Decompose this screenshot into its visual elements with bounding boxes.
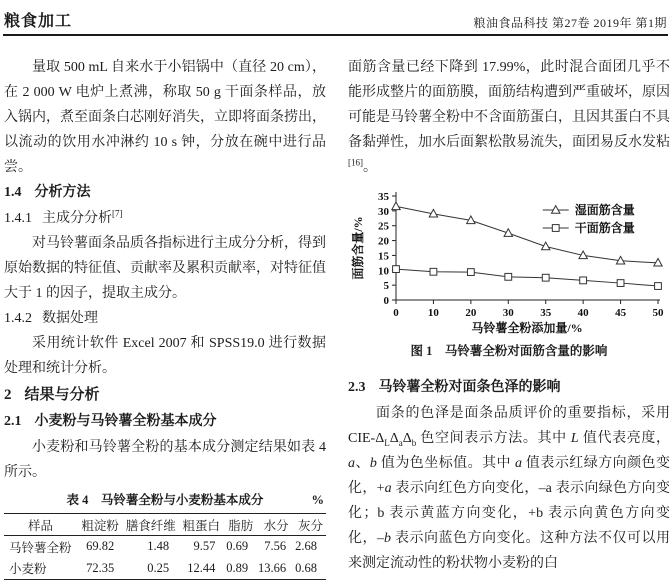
- svg-text:50: 50: [652, 307, 664, 319]
- table-row: [4, 558, 326, 580]
- paragraph-cooking-method: 量取 500 mL 自来水于小铝锅中（直径 20 cm），在 2 000 W 电炉上煮沸，称取 50 g 干面条样品，放入锅内，煮至面条白芯刚好消失，立即将面条捞出，以流动的饮用水冲淋约 10 s 钟，分放在碗中进行品尝。: [4, 60, 326, 175]
- table-4-caption: [4, 491, 326, 509]
- svg-text:面筋含量/%: 面筋含量/%: [351, 216, 365, 280]
- paragraph-pca: 对马铃薯面条品质各指标进行主成分分析，得到原始数据的特征值、贡献率及累积贡献率，对特征值大于 1 的因子，提取主成分。: [4, 236, 326, 301]
- heading-title: 分析方法: [34, 185, 91, 200]
- figure-1: [348, 188, 670, 360]
- heading-number: 1.4: [4, 185, 22, 200]
- svg-text:45: 45: [615, 307, 627, 319]
- table-header-cell: 样品: [4, 514, 77, 536]
- table-caption-text: 表 4 马铃薯全粉与小麦粉基本成分: [66, 493, 264, 507]
- left-column: [4, 55, 326, 580]
- svg-text:0: 0: [383, 295, 389, 307]
- table-header-row: [4, 514, 326, 536]
- svg-text:20: 20: [378, 235, 389, 248]
- table-cell: 13.66: [257, 560, 287, 575]
- table-cell: 0.89: [226, 560, 249, 575]
- svg-text:5: 5: [383, 280, 389, 293]
- table-cell: 72.35: [86, 560, 115, 575]
- heading-title: 结果与分析: [24, 387, 100, 403]
- figure-1-caption: 图 1 马铃薯全粉对面筋含量的影响: [410, 344, 608, 358]
- reference-marker: [7]: [112, 208, 123, 219]
- paragraph-statistics: 采用统计软件 Excel 2007 和 SPSS19.0 进行数据处理和统计分析。: [4, 336, 326, 376]
- svg-text:湿面筋含量: 湿面筋含量: [574, 203, 635, 217]
- basic-composition-table: [4, 513, 326, 580]
- heading-2-1: [4, 409, 326, 435]
- svg-text:25: 25: [378, 220, 389, 233]
- svg-text:10: 10: [427, 307, 439, 319]
- paragraph-color-discussion: 面条的色泽是面条品质评价的重要指标，采用 CIE-$\Delta_L\Delta_a\Delta_b$ 色空间表示方法。其中 L 值代表亮度，a、b 值为色坐标值。其中 a 值表示红绿方向颜色变化，+a 表示向红色方向变化，–a 表示向绿色方向变化；b 表示黄蓝方向变化，+b 表示向黄色方向变化，–b 表示向蓝色方向变化。这种方法不仅可以用来测定流动性的粉状物小麦粉的白: [348, 406, 671, 571]
- heading-number: 2: [4, 387, 12, 403]
- svg-text:马铃薯全粉添加量/%: 马铃薯全粉添加量/%: [471, 321, 583, 335]
- heading-2-3: [348, 375, 670, 401]
- svg-text:30: 30: [378, 205, 389, 218]
- table-header-cell: 水分: [257, 514, 295, 536]
- heading-number: 2.1: [4, 414, 22, 429]
- paragraph-gluten-discussion: 面筋含量已经下降到 17.99%，此时混合面团几乎不能形成整片的面筋膜，面筋结构遭到严重破坏，原因可能是马铃薯全粉中不含面筋蛋白，且因其蛋白不具备黏弹性，加水后面絮松散易流失，面团易反水发粘[16]。: [348, 60, 670, 175]
- svg-text:30: 30: [502, 307, 514, 319]
- table-header-cell: 粗蛋白: [178, 514, 224, 536]
- heading-title: 主成分分析: [42, 211, 112, 226]
- table-cell: 9.57: [193, 539, 216, 554]
- table-header-cell: 脂肪: [224, 514, 257, 536]
- heading-number: 1.4.2: [4, 311, 32, 326]
- svg-text:40: 40: [577, 307, 589, 319]
- table-cell: 0.69: [226, 539, 249, 554]
- svg-text:15: 15: [378, 250, 389, 263]
- heading-1-4-1: [4, 206, 326, 231]
- heading-1-4-2: [4, 306, 326, 331]
- section-label: 粮食加工: [4, 13, 73, 30]
- table-cell: 69.82: [86, 539, 115, 554]
- table-cell: 12.44: [187, 560, 216, 575]
- table-cell: 0.25: [147, 560, 170, 575]
- table-cell: 马铃薯全粉: [9, 540, 72, 555]
- heading-number: 2.3: [348, 380, 366, 395]
- two-column-body: [3, 55, 671, 580]
- svg-text:20: 20: [465, 307, 477, 319]
- right-column: [348, 55, 670, 580]
- heading-title: 马铃薯全粉对面条色泽的影响: [378, 380, 561, 395]
- table-cell: 7.56: [264, 539, 287, 554]
- svg-text:35: 35: [378, 191, 389, 203]
- table-header-cell: 粗淀粉: [77, 514, 123, 536]
- table-cell: 1.48: [147, 539, 170, 554]
- svg-text:干面筋含量: 干面筋含量: [574, 221, 635, 235]
- heading-title: 数据处理: [42, 311, 98, 326]
- gluten-line-chart: [350, 188, 668, 338]
- heading-2: [4, 382, 326, 409]
- table-cell: 2.68: [295, 539, 317, 554]
- table-header-cell: 膳食纤维: [123, 514, 178, 536]
- table-cell: 0.68: [295, 560, 317, 575]
- heading-number: 1.4.1: [4, 211, 32, 226]
- journal-info: 粮油食品科技 第27卷 2019年 第1期: [473, 16, 667, 30]
- svg-text:35: 35: [540, 307, 552, 319]
- paragraph-basic-composition: 小麦粉和马铃薯全粉的基本成分测定结果如表 4 所示。: [4, 440, 326, 480]
- table-row: [4, 536, 326, 558]
- heading-title: 小麦粉与马铃薯全粉基本成分: [34, 414, 217, 429]
- table-header-cell: 灰分: [295, 514, 326, 536]
- svg-text:0: 0: [393, 307, 399, 319]
- svg-text:10: 10: [378, 265, 389, 278]
- table-unit-label: %: [311, 493, 324, 507]
- page-header: [3, 8, 668, 36]
- table-cell: 小麦粉: [9, 562, 47, 577]
- heading-1-4: [4, 180, 326, 206]
